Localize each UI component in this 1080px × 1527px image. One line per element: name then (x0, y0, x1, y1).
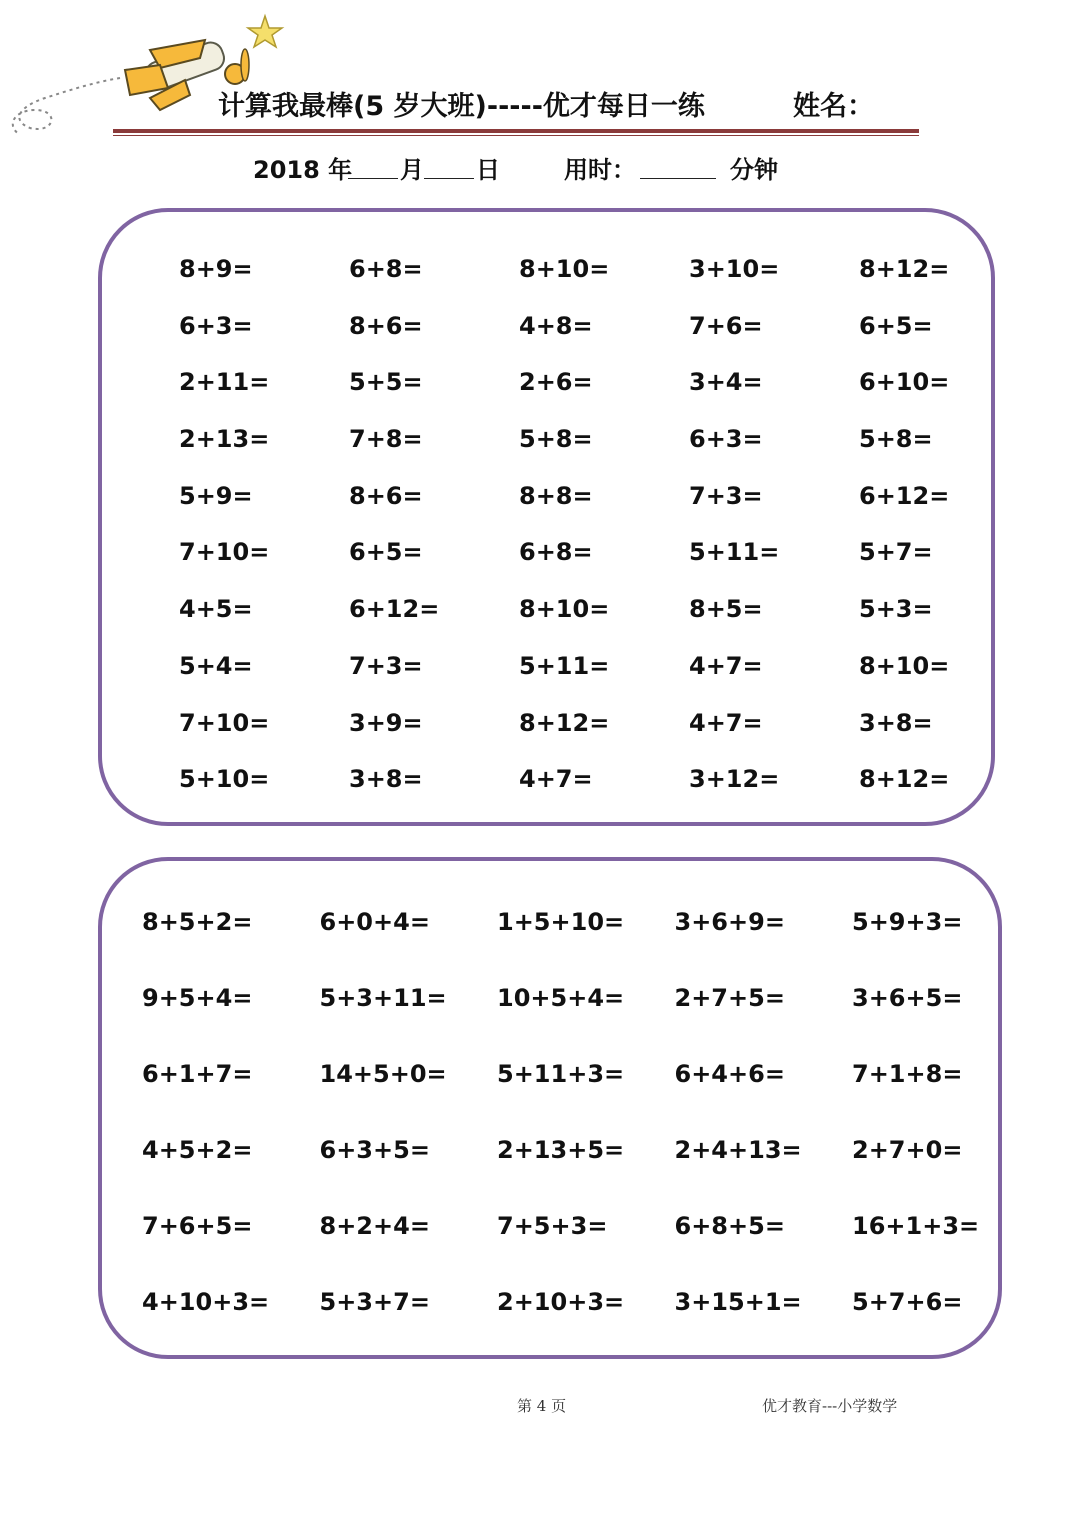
math-problem: 3+4= (689, 368, 763, 397)
math-problem: 8+6= (349, 311, 423, 340)
time-blank[interactable] (640, 178, 716, 179)
math-problem: 7+5+3= (497, 1212, 608, 1240)
day-blank[interactable] (424, 178, 474, 179)
math-problem: 7+1+8= (852, 1060, 963, 1088)
math-problem: 8+10= (519, 255, 610, 283)
math-problem: 5+5= (349, 368, 423, 397)
math-problem: 6+8= (349, 255, 423, 283)
math-problem: 4+10+3= (142, 1288, 270, 1316)
header (0, 82, 1080, 126)
math-problem: 6+12= (859, 481, 950, 510)
math-problem: 2+4+13= (674, 1136, 802, 1164)
math-problem: 2+7+0= (852, 1136, 963, 1164)
math-problem: 16+1+3= (852, 1212, 980, 1240)
math-problem: 7+6+5= (142, 1212, 253, 1240)
time-label: 用时： (564, 156, 636, 184)
math-problem: 3+15+1= (674, 1288, 802, 1316)
math-problem: 8+2+4= (319, 1212, 430, 1240)
math-problem: 10+5+4= (497, 984, 625, 1012)
math-problem: 5+3+11= (319, 984, 447, 1012)
math-problem: 5+4= (179, 651, 253, 680)
math-problem: 3+8= (349, 765, 423, 794)
math-problem: 4+7= (689, 651, 763, 680)
math-problem: 4+7= (689, 708, 763, 737)
math-problem: 5+11= (689, 538, 780, 567)
problem-grid-two-addend (179, 245, 1029, 812)
math-problem: 4+8= (519, 311, 593, 340)
math-problem: 6+5= (349, 538, 423, 567)
math-problem: 2+10+3= (497, 1288, 625, 1316)
math-problem: 6+1+7= (142, 1060, 253, 1088)
problem-grid-three-addend (142, 898, 1030, 1354)
math-problem: 7+10= (179, 708, 270, 737)
math-problem: 1+5+10= (497, 908, 625, 936)
math-problem: 4+5= (179, 595, 253, 624)
math-problem: 2+13+5= (497, 1136, 625, 1164)
math-problem: 9+5+4= (142, 984, 253, 1012)
year-label: 2018 年 (253, 156, 353, 184)
math-problem: 7+10= (179, 538, 270, 567)
page-title: 计算我最棒(5 岁大班)-----优才每日一练 (218, 91, 705, 122)
math-problem: 3+6+5= (852, 984, 963, 1012)
day-label: 日 (476, 156, 500, 184)
math-problem: 6+8+5= (674, 1212, 785, 1240)
math-problem: 6+3+5= (319, 1136, 430, 1164)
math-problem: 8+5= (689, 595, 763, 624)
math-problem: 3+6+9= (674, 908, 785, 936)
math-problem: 8+5+2= (142, 908, 253, 936)
math-problem: 5+7+6= (852, 1288, 963, 1316)
math-problem: 2+13= (179, 425, 270, 454)
math-problem: 5+11= (519, 651, 610, 680)
header-divider-thin (113, 135, 919, 136)
math-problem: 6+3= (689, 425, 763, 454)
math-problem: 5+11+3= (497, 1060, 625, 1088)
math-problem: 5+8= (519, 425, 593, 454)
math-problem: 8+12= (859, 765, 950, 794)
math-problem: 3+8= (859, 708, 933, 737)
page-number: 第 4 页 (517, 1397, 567, 1415)
math-problem: 8+8= (519, 481, 593, 510)
header-divider (113, 129, 919, 133)
math-problem: 6+4+6= (674, 1060, 785, 1088)
math-problem: 8+12= (519, 708, 610, 737)
math-problem: 6+3= (179, 311, 253, 340)
math-problem: 6+8= (519, 538, 593, 567)
math-problem: 5+9= (179, 481, 253, 510)
math-problem: 14+5+0= (319, 1060, 447, 1088)
math-problem: 6+12= (349, 595, 440, 624)
math-problem: 6+10= (859, 368, 950, 397)
star-icon (248, 16, 282, 47)
math-problem: 5+8= (859, 425, 933, 454)
month-label: 月 (400, 156, 424, 184)
math-problem: 8+10= (859, 651, 950, 680)
footer-brand: 优才教育---小学数学 (762, 1397, 898, 1415)
math-problem: 8+10= (519, 595, 610, 624)
minutes-label: 分钟 (730, 156, 778, 184)
math-problem: 4+7= (519, 765, 593, 794)
math-problem: 7+3= (689, 481, 763, 510)
math-problem: 3+12= (689, 765, 780, 794)
math-problem: 7+6= (689, 311, 763, 340)
name-label: 姓名： (793, 91, 874, 122)
month-blank[interactable] (348, 178, 398, 179)
math-problem: 3+9= (349, 708, 423, 737)
math-problem: 6+0+4= (319, 908, 430, 936)
math-problem: 5+10= (179, 765, 270, 794)
math-problem: 8+6= (349, 481, 423, 510)
math-problem: 4+5+2= (142, 1136, 253, 1164)
date-line (0, 148, 1080, 188)
math-problem: 6+5= (859, 311, 933, 340)
math-problem: 5+3+7= (319, 1288, 430, 1316)
math-problem: 3+10= (689, 255, 780, 283)
math-problem: 8+12= (859, 255, 950, 283)
math-problem: 2+7+5= (674, 984, 785, 1012)
math-problem: 2+6= (519, 368, 593, 397)
math-problem: 5+7= (859, 538, 933, 567)
math-problem: 8+9= (179, 255, 253, 283)
math-problem: 7+3= (349, 651, 423, 680)
math-problem: 7+8= (349, 425, 423, 454)
math-problem: 2+11= (179, 368, 270, 397)
math-problem: 5+3= (859, 595, 933, 624)
math-problem: 5+9+3= (852, 908, 963, 936)
